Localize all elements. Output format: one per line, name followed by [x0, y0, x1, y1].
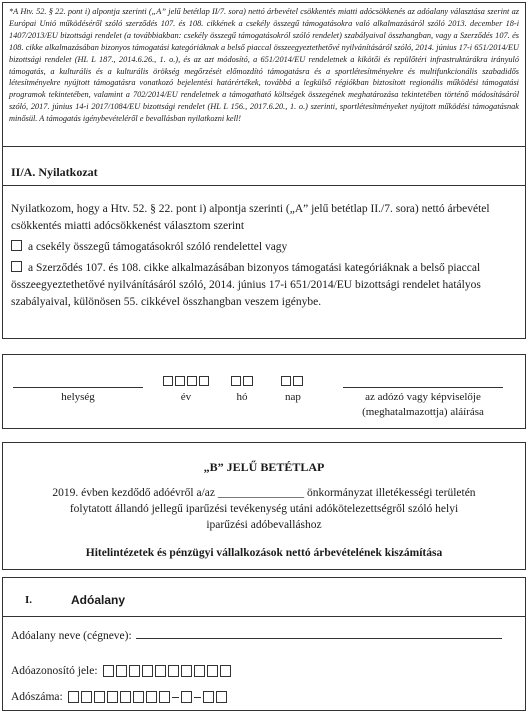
day-label: nap	[285, 391, 301, 403]
tax-id-field	[11, 665, 231, 677]
section-title: Adóalany	[71, 593, 126, 607]
divider	[3, 616, 525, 617]
signer-label: az adózó vagy képviselője	[365, 391, 481, 403]
description-line: 2019. évben kezdődő adóévről a/az _______________ önkormányzat illetékességi területén	[52, 487, 476, 499]
field-label: Adószáma:	[11, 691, 63, 703]
taxpayer-section	[2, 577, 526, 711]
footnote-text: *A Htv. 52. § 22. pont i) alpontja szerinti („A” jelű betétlap II/7. sora) nettó árbevétel csökkentés miatti adócsökkenés az adóalany választása szerint az Európai Unió működéséről szóló szerződés 107. és 108. cikkének a csekély összegű támogatásokra való alkalmazásáról szóló 2013. december 18-i 1407/2013/EU bizottsági rendelet (a továbbiakban: csekély összegű támogatásokról szóló rendelet) szabályaival összhangban, vagy a Szerződés 107. és 108. cikke alkalmazásában bizonyos támogatási kategóriáknak a belső piaccal összeegyeztethetővé nyilvánításáról szóló, 2014. június 17-i 651/2014/EU bizottsági rendelet (HL L 187., 2014.6.26., 1. o.), és az azt módosító, a 651/2014/EU rendeletnek a kikötői és repülőtéri infrastruktúrákra irányuló támogatás, a kulturális és a kulturális örökség megőrzését előmozdító támogatásra és a sportlétesítményekre és multifunkcionális szabadidős létesítményekre nyújtott támogatásra vonatkozó bejelentési határértékek, továbbá a legkülső régiókban biztosított regionális működési támogatási programok tekintetében, valamint a 702/2014/EU rendeletnek a támogatható költségek összegének meghatározása tekintetében történő módosításáról szóló, 2017. június 14-i 2017/1084/EU bizottsági rendelet (HL L 156., 2017.6.20., 1. o.) szerinti, sportlétesítményeket nyújtott működési támogatásnak minősül. A támogatás igénybevételéről e bevallásban nyilatkozni kell!	[2, 2, 526, 156]
option-block-exemption	[11, 260, 517, 311]
de-minimis-checkbox[interactable]	[11, 240, 22, 251]
year-boxes[interactable]	[163, 376, 209, 386]
tax-number-vat-input[interactable]	[181, 691, 192, 703]
month-label: hó	[236, 391, 248, 403]
tax-number-main-input[interactable]	[68, 691, 170, 703]
dash-separator	[194, 697, 201, 698]
place-line[interactable]	[13, 387, 143, 388]
field-label: Adóazonosító jele:	[11, 665, 98, 677]
option-label: a Szerződés 107. és 108. cikke alkalmazásában bizonyos támogatási kategóriáknak a belső piaccal összeegyeztethetővé nyilvánításáról szóló, 2014. június 17-i 651/2014/EU bizottsági rendelet hatályos szabályaival, különösen 55. cikkével összhangban veszem igénybe.	[11, 262, 481, 308]
b-sheet-header	[2, 442, 526, 570]
b-sheet-title: „B” JELŰ BETÉTLAP	[203, 460, 325, 474]
declaration-body	[11, 201, 517, 311]
tax-number-county-input[interactable]	[203, 691, 227, 703]
section-title: II/A. Nyilatkozat	[11, 165, 98, 179]
tax-number-field	[11, 691, 227, 703]
month-boxes[interactable]	[231, 376, 253, 386]
tax-id-input[interactable]	[103, 665, 231, 677]
declaration-intro: Nyilatkozom, hogy a Htv. 52. § 22. pont i) alpontja szerinti („A” jelű betétlap II./7. sora) nettó árbevétel csökkentés miatti adócsökkenést választom szerint	[11, 203, 490, 232]
block-exemption-checkbox[interactable]	[11, 261, 22, 272]
description-line: folytatott állandó jellegű iparűzési tevékenység utáni adókötelezettségről szóló helyi	[69, 503, 459, 515]
option-label: a csekély összegű támogatásokról szóló rendelettel vagy	[28, 241, 288, 253]
signer-label-2: (meghatalmazottja) aláírása	[362, 406, 484, 418]
taxpayer-name-field	[11, 630, 502, 642]
declaration-section	[2, 146, 526, 339]
b-sheet-subtitle: Hitelintézetek és pénzügyi vállalkozások nettó árbevételének kiszámítása	[85, 547, 443, 559]
dash-separator	[172, 697, 179, 698]
day-boxes[interactable]	[281, 376, 303, 386]
description-line: iparűzési adóbevalláshoz	[206, 519, 322, 531]
signature-line[interactable]	[343, 387, 503, 388]
field-label: Adóalany neve (cégneve):	[11, 630, 132, 642]
divider	[3, 185, 525, 186]
taxpayer-name-input[interactable]	[136, 638, 502, 639]
b-sheet-description	[43, 485, 485, 533]
option-de-minimis	[11, 239, 517, 256]
section-number: I.	[25, 594, 33, 606]
signature-section	[2, 354, 526, 429]
year-label: év	[180, 391, 192, 403]
place-label: helység	[61, 391, 95, 403]
